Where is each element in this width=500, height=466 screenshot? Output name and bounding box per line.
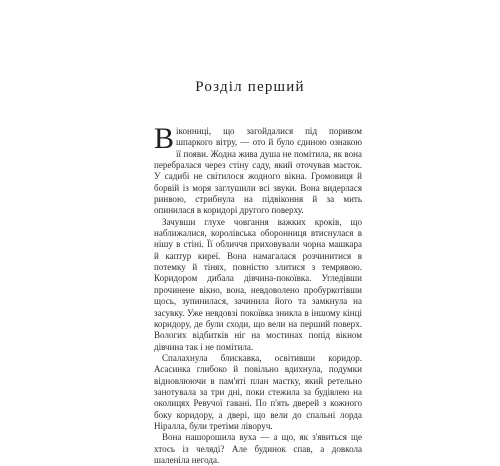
- chapter-body: [154, 122, 362, 466]
- paragraph-3: Спалахнула блискавка, освітивши коридор. Асасинка глибоко й повільно вдихнула, подумки відновлюючи в пам'яті план маєтку, який ретельно занотувала за три дні, поки стежила за будівлею на околицях Ревучої гавані. По п'ять дверей з кожного боку коридору, а двері, що вели до спальні лорда Ніралла, були третіми ліворуч.: [154, 352, 362, 431]
- drop-cap: В: [154, 122, 175, 155]
- paragraph-2: Зачувши глухе човгання важких кроків, що наближалися, королівська оборонниця втиснулася в нішу в стіні. Її обличчя приховували чорна машкара й каптур киреї. Вона намагалася розчинитися в потемку й тінях, повністю злитися з темрявою. Коридором дибала дівчина-покоївка. Угледівши прочинене вікно, вона, невдоволено пробуркотівши щось, зупинилася, зачинила його та замкнула на засувку. Уже невдовзі покоївка зникла в іншому кінці коридору, де були сходи, що вели на перший поверх. Вологих відбитків ніг на мостинах попід вікном дівчина так і не помітила.: [154, 216, 362, 352]
- paragraph-1: [154, 122, 362, 217]
- paragraph-1-text: іконниці, що загойдалися під поривом шпаркого вітру, — ото й було єдиною ознакою її появи. Жодна жива душа не помітила, як вона перебралася через стіну саду, який оточував маєток. У садибі не світилося жодного вікна. Громовиця й борвій із моря заглушили всі звуки. Вона видерлася ринвою, стрибнула на підвіконня й за мить опинилася в коридорі другого поверху.: [154, 126, 362, 216]
- paragraph-4: Вона нашорошила вуха — а що, як з'явиться ще хтось із челяді? Але будинок спав, а довкола шаленіла негода.: [154, 432, 362, 465]
- chapter-title: Розділ перший: [195, 79, 305, 95]
